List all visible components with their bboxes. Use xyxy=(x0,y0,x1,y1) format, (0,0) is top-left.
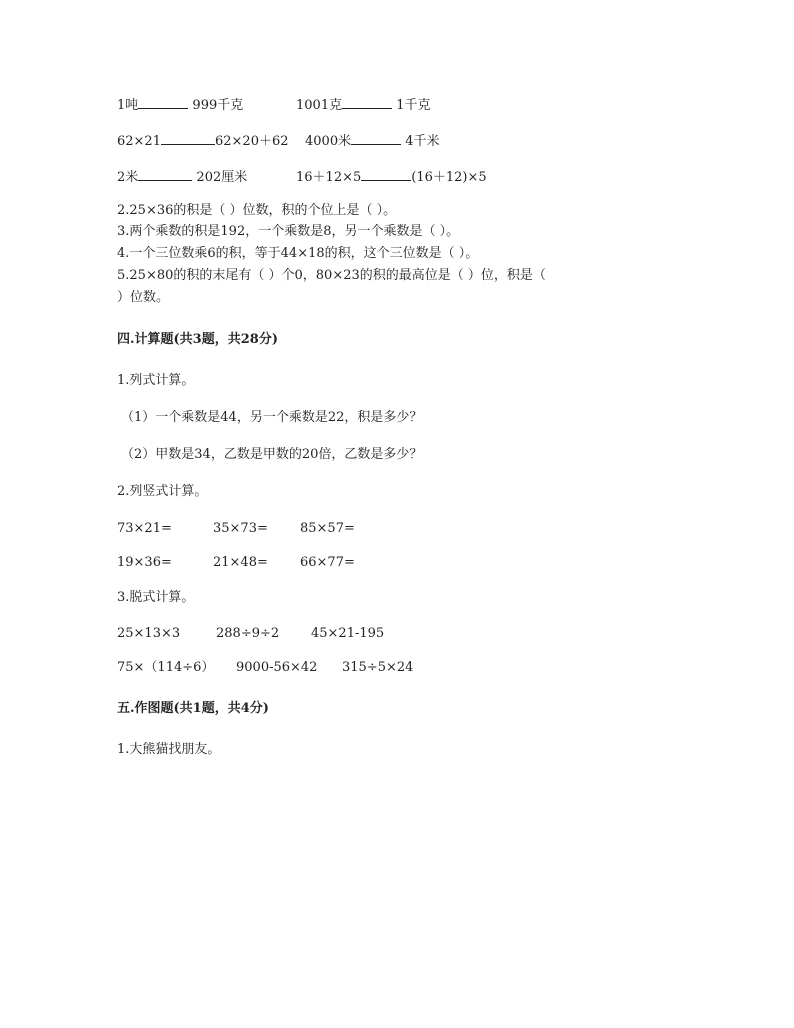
compare-left: 1吨 xyxy=(117,98,139,113)
vertical-calc-item: 66×77= xyxy=(300,555,355,570)
vertical-calc-item: 21×48= xyxy=(213,555,268,570)
question-4: 4.一个三位数乘6的积，等于44×18的积，这个三位数是（ ）。 xyxy=(117,246,479,261)
step-calc-item: 45×21-195 xyxy=(311,626,385,641)
s4-q1-sub2: （2）甲数是34，乙数是甲数的20倍，乙数是多少？ xyxy=(121,447,423,462)
compare-right: 62×20＋62 xyxy=(214,134,289,149)
section4-heading: 四.计算题(共3题，共28分) xyxy=(117,332,278,347)
compare-right: (16＋12)×5 xyxy=(411,170,487,185)
question-5-line2: ）位数。 xyxy=(117,290,170,305)
compare-right: 1千克 xyxy=(396,98,431,113)
answer-blank[interactable] xyxy=(351,132,401,145)
compare-right: 4千米 xyxy=(405,134,440,149)
compare-left: 16＋12×5 xyxy=(296,170,362,185)
vertical-calc-item: 73×21= xyxy=(117,521,172,536)
vertical-calc-item: 19×36= xyxy=(117,555,172,570)
step-calc-item: 315÷5×24 xyxy=(342,660,414,675)
question-5-line1: 5.25×80的积的末尾有（ ）个0，80×23的积的最高位是（ ）位，积是（ xyxy=(117,268,546,283)
compare-row1-b xyxy=(296,96,431,114)
question-2: 2.25×36的积是（ ）位数，积的个位上是（ ）。 xyxy=(117,203,397,218)
vertical-calc-item: 35×73= xyxy=(213,521,268,536)
compare-left: 1001克 xyxy=(296,98,343,113)
s4-q1-sub1: （1）一个乘数是44，另一个乘数是22，积是多少？ xyxy=(121,410,423,425)
answer-blank[interactable] xyxy=(138,96,188,109)
answer-blank[interactable] xyxy=(361,168,411,181)
question-3: 3.两个乘数的积是192，一个乘数是8，另一个乘数是（ ）。 xyxy=(117,224,460,239)
compare-row3-b xyxy=(296,168,487,186)
s4-q3-title: 3.脱式计算。 xyxy=(117,590,195,605)
s4-q1-title: 1.列式计算。 xyxy=(117,373,195,388)
compare-row2-a xyxy=(117,132,289,150)
answer-blank[interactable] xyxy=(138,168,192,181)
compare-row1-a xyxy=(117,96,243,114)
step-calc-item: 288÷9÷2 xyxy=(216,626,280,641)
compare-left: 4000米 xyxy=(305,134,352,149)
compare-right: 202厘米 xyxy=(196,170,248,185)
step-calc-item: 25×13×3 xyxy=(117,626,181,641)
section5-heading: 五.作图题(共1题，共4分) xyxy=(117,701,269,716)
step-calc-item: 75×（114÷6） xyxy=(117,660,215,675)
answer-blank[interactable] xyxy=(342,96,392,109)
compare-left: 62×21 xyxy=(117,134,161,149)
s4-q2-title: 2.列竖式计算。 xyxy=(117,484,208,499)
s5-q1-title: 1.大熊猫找朋友。 xyxy=(117,742,221,757)
compare-left: 2米 xyxy=(117,170,139,185)
step-calc-item: 9000-56×42 xyxy=(236,660,318,675)
compare-right: 999千克 xyxy=(192,98,244,113)
answer-blank[interactable] xyxy=(161,132,215,145)
vertical-calc-item: 85×57= xyxy=(300,521,355,536)
compare-row3-a xyxy=(117,168,247,186)
compare-row2-b xyxy=(305,132,440,150)
